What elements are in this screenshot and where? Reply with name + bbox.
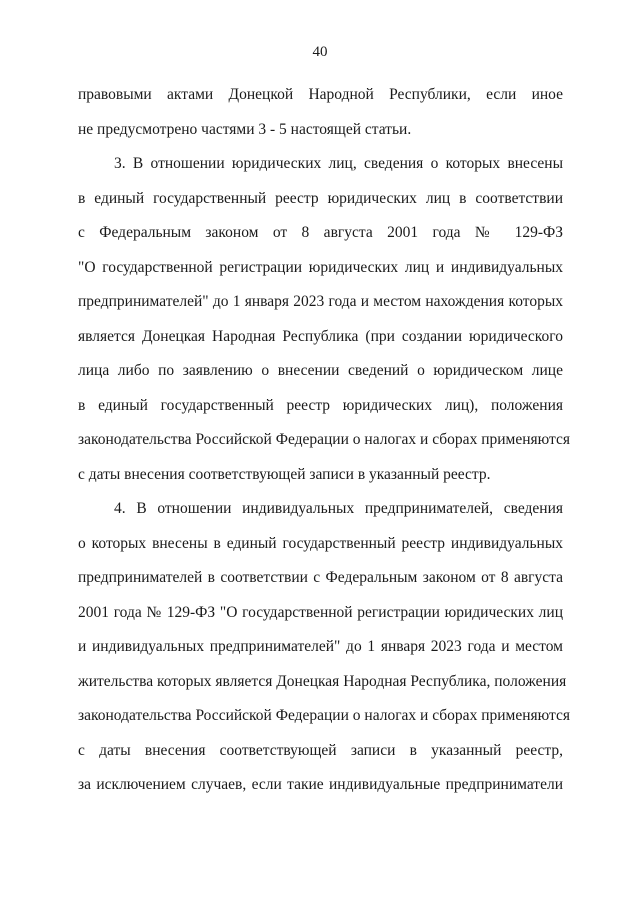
text-line: предпринимателей" до 1 января 2023 года и местом нахождения которых xyxy=(78,293,563,310)
text-line: 2001 года № 129-ФЗ "О государственной регистрации юридических лиц xyxy=(78,603,563,621)
text-line: не предусмотрено частями 3 - 5 настоящей статьи. xyxy=(78,120,412,138)
text-line: правовыми актами Донецкой Народной Республики, если иное xyxy=(78,86,563,103)
text-line: "О государственной регистрации юридических лиц и индивидуальных xyxy=(78,258,563,276)
text-line: 4. В отношении индивидуальных предпринимателей, сведения xyxy=(114,500,563,517)
text-line: предпринимателей в соответствии с Федеральным законом от 8 августа xyxy=(78,569,563,586)
text-line: является Донецкая Народная Республика (при создании юридического xyxy=(78,327,563,345)
text-line: и индивидуальных предпринимателей" до 1 января 2023 года и местом xyxy=(78,638,563,655)
text-line: 3. В отношении юридических лиц, сведения о которых внесены xyxy=(114,155,563,172)
text-line: с Федеральным законом от 8 августа 2001 года № 129-ФЗ xyxy=(78,224,563,241)
text-line: в единый государственный реестр юридических лиц в соответствии xyxy=(78,189,563,207)
text-line: о которых внесены в единый государственный реестр индивидуальных xyxy=(78,534,563,552)
text-line: с даты внесения соответствующей записи в указанный реестр. xyxy=(78,465,491,483)
text-line: за исключением случаев, если такие индивидуальные предприниматели xyxy=(78,776,563,793)
page-number: 40 xyxy=(312,44,328,60)
text-line: с даты внесения соответствующей записи в указанный реестр, xyxy=(78,741,563,759)
text-line: в единый государственный реестр юридических лиц), положения xyxy=(78,396,563,414)
text-line: законодательства Российской Федерации о налогах и сборах применяются xyxy=(78,431,570,448)
text-line: законодательства Российской Федерации о налогах и сборах применяются xyxy=(78,707,570,724)
text-line: лица либо по заявлению о внесении сведений о юридическом лице xyxy=(78,362,563,379)
text-line: жительства которых является Донецкая Народная Республика, положения xyxy=(78,672,567,690)
